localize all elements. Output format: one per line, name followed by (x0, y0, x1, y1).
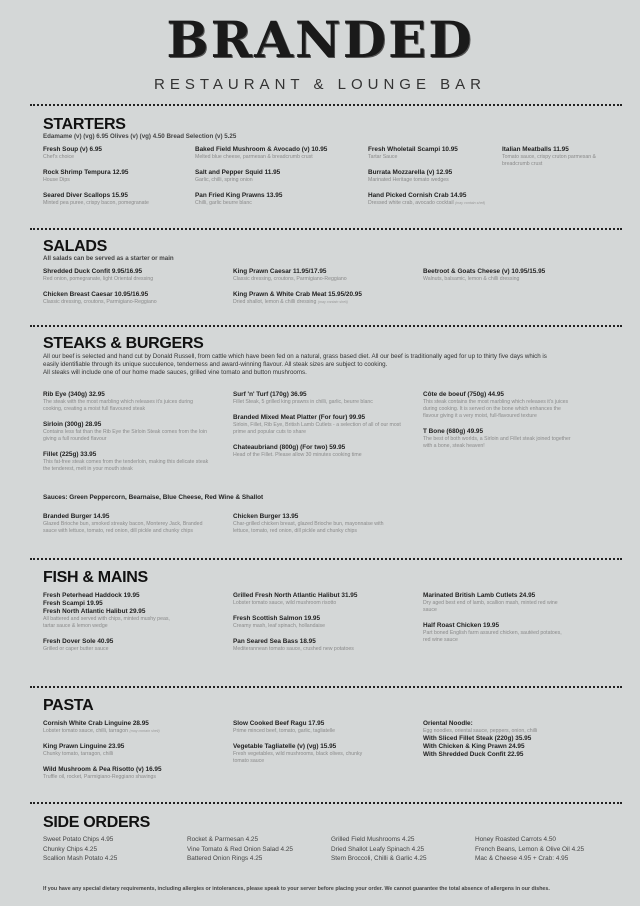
sides-column (187, 835, 293, 864)
restaurant-logo: BRANDED (166, 10, 474, 69)
menu-item-description (233, 299, 413, 306)
menu-item-name: Grilled Fresh North Atlantic Halibut 31.95 (233, 592, 358, 599)
menu-item (423, 735, 603, 743)
menu-item-name: Shredded Duck Confit 9.95/16.95 (43, 268, 143, 275)
side-order-item: Dried Shallot Leafy Spinach 4.25 (331, 845, 425, 853)
menu-item-description-text: Garlic, chilli, spring onion (195, 177, 253, 183)
section-title-fish: FISH & MAINS (43, 569, 148, 586)
menu-item-description-text: This fat-free steak comes from the tenderloin, making this delicate steak the tenderest, melt in your mouth steak (43, 459, 209, 472)
steaks-column (233, 391, 403, 467)
menu-item-description-text: Red onion, pomegranate, light Oriental dressing (43, 276, 154, 282)
menu-item (43, 192, 183, 207)
menu-item (233, 291, 413, 306)
divider (30, 325, 622, 327)
section-title-starters: STARTERS (43, 116, 126, 133)
menu-item (43, 638, 183, 653)
menu-item-description (195, 200, 355, 207)
menu-item-name: Fresh North Atlantic Halibut 29.95 (43, 608, 146, 615)
salads-subtitle: All salads can be served as a starter or main (43, 255, 174, 262)
menu-item-description-text: Egg noodles, oriental sauce, peppers, onion, chilli (423, 728, 538, 734)
sides-column (331, 835, 427, 864)
sides-column (43, 835, 117, 864)
menu-item-description-text: Prime minced beef, tomato, garlic, tagliatelle (233, 728, 336, 734)
salads-column (423, 268, 603, 291)
pasta-column (233, 720, 373, 773)
menu-item-description (423, 728, 603, 735)
starters-column (195, 146, 355, 215)
menu-item (43, 513, 203, 535)
menu-item-description (368, 177, 498, 184)
menu-item-description (368, 154, 498, 161)
starters-column (368, 146, 498, 215)
section-title-salads: SALADS (43, 238, 107, 255)
menu-item-description (233, 276, 413, 283)
menu-item-name: Salt and Pepper Squid 11.95 (195, 169, 281, 176)
side-order-item: Stem Broccoli, Chilli & Garlic 4.25 (331, 855, 427, 862)
menu-item-description-text: Head of the Fillet. Please allow 30 minutes cooking time (233, 452, 362, 458)
steaks-column (43, 391, 213, 481)
menu-item-description-text: Melted blue cheese, parmesan & breadcrumb crust (195, 154, 313, 160)
menu-item-name: Fresh Dover Sole 40.95 (43, 638, 114, 645)
menu-item-description (43, 299, 223, 306)
menu-item-description-text: All battered and served with chips, minted mushy peas, tartar sauce & lemon wedge (43, 616, 170, 629)
menu-item-description (368, 200, 498, 207)
menu-item-name: Marinated British Lamb Cutlets 24.95 (423, 592, 536, 599)
menu-item-note: (may contain shell) (317, 300, 348, 304)
menu-item (423, 428, 573, 450)
allergen-notice: If you have any special dietary requirements, including allergies or intolerances, please speak to your server before placing your order. We cannot guarantee the total absence of allergens in our dishes. (43, 886, 550, 892)
menu-item-name: Rock Shrimp Tempura 12.95 (43, 169, 129, 176)
menu-item (423, 268, 603, 283)
menu-item-name: King Prawn Linguine 23.95 (43, 743, 125, 750)
menu-item-description (43, 154, 183, 161)
menu-item-description (233, 452, 403, 459)
divider (30, 802, 622, 804)
menu-item-name: Fillet (225g) 33.95 (43, 451, 97, 458)
menu-item (368, 169, 498, 184)
menu-item-description-text: Dry aged best end of lamb, scallion mash, minted red wine sauce (423, 600, 558, 613)
menu-item-name: Oriental Noodle: (423, 720, 473, 727)
menu-item (43, 146, 183, 161)
menu-item (43, 592, 183, 600)
divider (30, 104, 622, 106)
menu-item-description (195, 177, 355, 184)
menu-item-name: Rib Eye (340g) 32.95 (43, 391, 105, 398)
menu-item-description (423, 436, 573, 450)
steaks-column (423, 391, 573, 458)
menu-item-description-text: Contains less fat than the Rib Eye the Sirloin Steak comes from the loin giving a full rounded flavour (43, 429, 208, 442)
menu-item-name: Baked Field Mushroom & Avocado (v) 10.95 (195, 146, 328, 153)
side-order-item: Vine Tomato & Red Onion Salad 4.25 (187, 845, 293, 853)
menu-item-description (423, 600, 563, 614)
divider (30, 686, 622, 688)
burgers-column (43, 513, 203, 543)
menu-item-description (43, 177, 183, 184)
menu-item-description-text: Char-grilled chicken breast, glazed Brioche bun, mayonnaise with lettuce, tomato, red onion, dill pickle and chunky chips (233, 521, 384, 534)
menu-item-name: Sirloin (300g) 28.95 (43, 421, 102, 428)
menu-item-name: Pan Seared Sea Bass 18.95 (233, 638, 316, 645)
menu-item (43, 720, 223, 735)
burgers-column (233, 513, 393, 543)
menu-item-name: With Sliced Fillet Steak (220g) 35.95 (423, 735, 532, 742)
side-order-item: Sweet Potato Chips 4.95 (43, 836, 114, 843)
side-order-item: Rocket & Parmesan 4.25 (187, 836, 259, 843)
menu-item-name: Surf 'n' Turf (170g) 36.95 (233, 391, 307, 398)
menu-item-name: Fresh Scottish Salmon 19.95 (233, 615, 321, 622)
menu-item-description-text: The steak with the most marbling which releases it's juices during cooking, creating a moist full flavoured steak (43, 399, 194, 412)
menu-item-description-text: Dressed white crab, avocado cocktail (368, 200, 454, 206)
menu-item-name: Wild Mushroom & Pea Risotto (v) 16.95 (43, 766, 162, 773)
menu-item-name: Pan Fried King Prawns 13.95 (195, 192, 283, 199)
side-order-item: Mac & Cheese 4.95 + Crab: 4.95 (475, 855, 569, 862)
side-order-item: Grilled Field Mushrooms 4.25 (331, 836, 415, 843)
divider (30, 558, 622, 560)
side-order-item: Chunky Chips 4.25 (43, 845, 97, 853)
divider (30, 228, 622, 230)
menu-item-description-text: Glazed Brioche bun, smoked streaky bacon, Monterey Jack, Branded sauce with lettuce, tomato, red onion, dill pickle and chunky chips (43, 521, 203, 534)
menu-item-description (233, 751, 373, 765)
sides-column (475, 835, 584, 864)
sauces-list: Sauces: Green Peppercorn, Bearnaise, Blue Cheese, Red Wine & Shallot (43, 494, 264, 501)
menu-item (43, 600, 183, 608)
menu-item-name: Cornish White Crab Linguine 28.95 (43, 720, 149, 727)
menu-item-name: Beetroot & Goats Cheese (v) 10.95/15.95 (423, 268, 546, 275)
starters-column (43, 146, 183, 215)
menu-item-description (43, 459, 213, 473)
menu-item-description-text: Walnuts, balsamic, lemon & chilli dressing (423, 276, 520, 282)
menu-item-description-text: Classic dressing, croutons, Parmigiano-Reggiano (233, 276, 347, 282)
menu-item (423, 751, 603, 759)
section-title-pasta: PASTA (43, 697, 94, 714)
menu-item-name: Half Roast Chicken 19.95 (423, 622, 500, 629)
menu-item (233, 268, 413, 283)
menu-item-description (233, 728, 373, 735)
menu-item (233, 444, 403, 459)
menu-item (43, 268, 223, 283)
menu-item-description-text: Tomato sauce, crispy cruton parmesan & breadcrumb crust (502, 154, 596, 167)
menu-item-name: Slow Cooked Beef Ragu 17.95 (233, 720, 325, 727)
menu-item (43, 391, 213, 413)
menu-item-description-text: This steak contains the most marbling which releases it's juices during cooking. It is served on the bone which enhances the flavour giving it a very moist, full-flavoured texture (423, 399, 569, 419)
menu-item-description-text: Classic dressing, croutons, Parmigiano-Reggiano (43, 299, 157, 305)
menu-item (233, 414, 403, 436)
menu-item-description (43, 728, 223, 735)
menu-item-description-text: Mediterannean tomato sauce, crushed new potatoes (233, 646, 354, 652)
menu-item-description (43, 276, 223, 283)
menu-item-description (233, 600, 403, 607)
menu-item (502, 146, 602, 168)
menu-item-name: Fresh Wholetail Scampi 10.95 (368, 146, 458, 153)
menu-item-description (43, 616, 183, 630)
menu-item-description (195, 154, 355, 161)
pasta-column (423, 720, 603, 759)
menu-item (43, 766, 223, 781)
menu-item (233, 720, 373, 735)
salads-column (43, 268, 223, 314)
menu-item-description-text: Sirloin, Fillet, Rib Eye, British Lamb Cutlets - a selection of all of our most prime and popular cuts to share (233, 422, 401, 435)
menu-item-name: Italian Meatballs 11.95 (502, 146, 569, 153)
menu-item (233, 638, 403, 653)
menu-item (43, 421, 213, 443)
pasta-column (43, 720, 223, 789)
menu-item-description (43, 521, 203, 535)
side-order-item: Scallion Mash Potato 4.25 (43, 855, 118, 862)
menu-item (233, 743, 373, 765)
side-order-item: French Beans, Lemon & Olive Oil 4.25 (475, 845, 585, 853)
menu-item (368, 146, 498, 161)
menu-item-description-text: Chef's choice (43, 154, 74, 160)
menu-item-description-text: Grilled or caper butter sauce (43, 646, 109, 652)
menu-item-name: Burrata Mozzarella (v) 12.95 (368, 169, 453, 176)
menu-item-description-text: Marinated Heritage tomato wedges (368, 177, 449, 183)
menu-item-name: Hand Picked Cornish Crab 14.95 (368, 192, 467, 199)
menu-item (233, 391, 403, 406)
menu-item (423, 743, 603, 751)
menu-item-name: With Chicken & King Prawn 24.95 (423, 743, 525, 750)
menu-item-description-text: House Dips (43, 177, 70, 183)
menu-item-name: Côte de boeuf (750g) 44.95 (423, 391, 504, 398)
menu-item-description (423, 630, 563, 644)
menu-item-description-text: Part boned English farm assured chicken, sautéed potatoes, red wine sauce (423, 630, 562, 643)
menu-item-name: Chicken Burger 13.95 (233, 513, 299, 520)
section-title-sides: SIDE ORDERS (43, 814, 150, 831)
menu-item-name: Fresh Peterhead Haddock 19.95 (43, 592, 140, 599)
menu-item-name: Seared Diver Scallops 15.95 (43, 192, 128, 199)
menu-item-name: Fresh Soup (v) 6.95 (43, 146, 102, 153)
menu-item (423, 622, 563, 644)
menu-item-description (43, 399, 213, 413)
menu-item-description (43, 200, 183, 207)
salads-column (233, 268, 413, 314)
menu-item-description-text: Lobster tomato sauce, wild mushroom risotto (233, 600, 337, 606)
section-title-steaks: STEAKS & BURGERS (43, 335, 204, 352)
menu-item (233, 592, 403, 607)
menu-item-name: Chicken Breast Caesar 10.95/16.95 (43, 291, 149, 298)
menu-item (423, 720, 603, 735)
steaks-intro: All our beef is selected and hand cut by Donald Russell, from cattle which have been fed on a natural, grass based diet. All our beef is traditionally aged for up to thirty five days which is easily identifiable through its unique succulence, tenderness and award-winning flavour. All steak sizes are subject to cooking. (43, 353, 547, 368)
menu-item (368, 192, 498, 207)
menu-item-description (502, 154, 602, 168)
menu-item (423, 592, 563, 614)
menu-item-name: Vegetable Tagliatelle (v) (vg) 15.95 (233, 743, 337, 750)
starters-subtitle: Edamame (v) (vg) 6.95 Olives (v) (vg) 4.50 Bread Selection (v) 5.25 (43, 133, 237, 140)
menu-item (43, 291, 223, 306)
starters-column (502, 146, 602, 176)
restaurant-tagline: RESTAURANT & LOUNGE BAR (154, 76, 486, 93)
menu-item (43, 608, 183, 630)
menu-item (43, 451, 213, 473)
menu-item-description-text: Fillet Steak, 5 grilled king prawns in chilli, garlic, beurre blanc (233, 399, 373, 405)
menu-item (423, 391, 573, 420)
menu-item-description (233, 623, 403, 630)
menu-item-name: T Bone (680g) 49.95 (423, 428, 484, 435)
menu-item-description-text: Dried shallot, lemon & chilli dressing (233, 299, 317, 305)
fish-column (423, 592, 563, 652)
menu-item-description-text: Truffle oil, rocket, Parmigiano-Reggiano shavings (43, 774, 157, 780)
side-order-item: Battered Onion Rings 4.25 (187, 855, 263, 862)
menu-item-description (43, 774, 223, 781)
menu-item-description-text: Creamy mash, leaf spinach, hollandaise (233, 623, 325, 629)
menu-item-name: Branded Mixed Meat Platter (For four) 99.95 (233, 414, 366, 421)
menu-item-description-text: Chilli, garlic beurre blanc (195, 200, 252, 206)
menu-item (195, 146, 355, 161)
menu-item-description (233, 422, 403, 436)
menu-item (233, 513, 393, 535)
fish-column (43, 592, 183, 661)
menu-item-description-text: Minted pea puree, crispy bacon, pomegranate (43, 200, 149, 206)
menu-item-name: With Shredded Duck Confit 22.95 (423, 751, 524, 758)
menu-item-description (423, 399, 573, 420)
menu-item-name: King Prawn & White Crab Meat 15.95/20.95 (233, 291, 362, 298)
menu-item-description (233, 646, 403, 653)
menu-item-description (43, 751, 223, 758)
menu-item (233, 615, 403, 630)
fish-column (233, 592, 403, 661)
menu-item-description (233, 399, 403, 406)
menu-item (43, 743, 223, 758)
steaks-intro-2: All steaks will include one of our home made sauces, grilled vine tomato and button mushrooms. (43, 369, 307, 376)
menu-item-description (423, 276, 603, 283)
menu-item-name: King Prawn Caesar 11.95/17.95 (233, 268, 327, 275)
menu-item-description (43, 646, 183, 653)
menu-item-note: (may contain shell) (455, 201, 486, 205)
menu-item-description (43, 429, 213, 443)
menu-item (195, 192, 355, 207)
menu-item-description-text: Chunky tomato, tarragon, chilli (43, 751, 114, 757)
menu-item (43, 169, 183, 184)
menu-item-description-text: Tartar Sauce (368, 154, 398, 160)
menu-item-description-text: The best of both worlds, a Sirloin and Fillet steak joined together with a bone, steak heaven! (423, 436, 571, 449)
menu-item-description (233, 521, 393, 535)
menu-item (195, 169, 355, 184)
menu-item-note: (may contain shell) (129, 729, 160, 733)
menu-item-name: Chateaubriand (800g) (For two) 59.95 (233, 444, 346, 451)
menu-item-description-text: Fresh vegetables, wild mushrooms, black olives, chunky tomato sauce (233, 751, 363, 764)
menu-item-name: Branded Burger 14.95 (43, 513, 110, 520)
side-order-item: Honey Roasted Carrots 4.50 (475, 836, 556, 843)
menu-item-name: Fresh Scampi 19.95 (43, 600, 103, 607)
menu-item-description-text: Lobster tomato sauce, chilli, tarragon (43, 728, 129, 734)
